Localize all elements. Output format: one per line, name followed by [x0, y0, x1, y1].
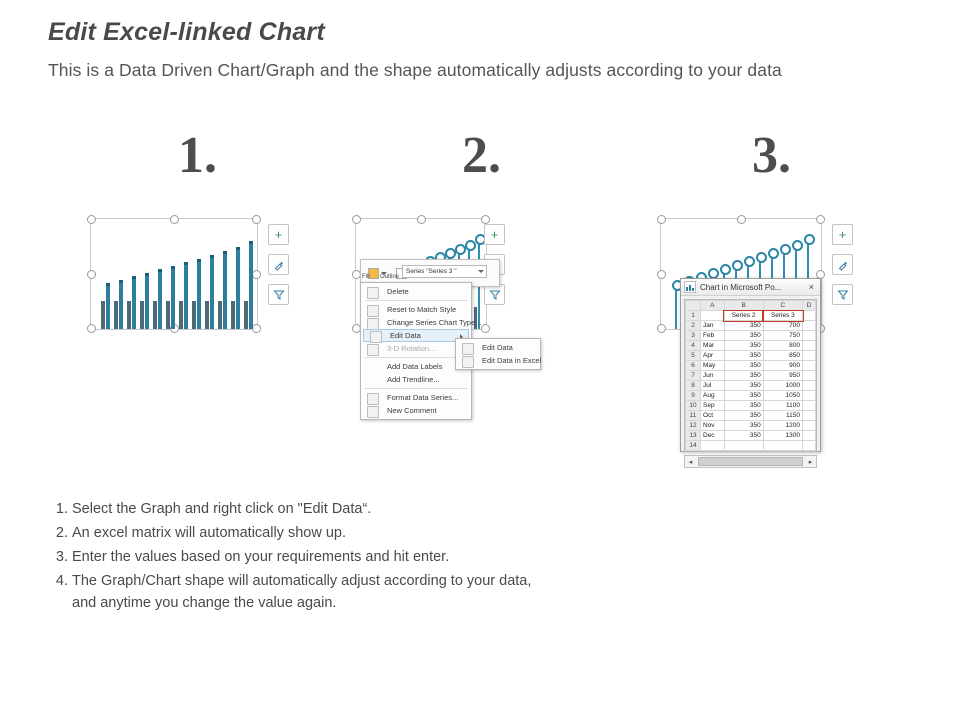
row-header[interactable]: 9 — [686, 391, 701, 401]
table-row[interactable] — [686, 341, 816, 351]
cell-month[interactable]: Jul — [701, 381, 725, 391]
excel-icon — [462, 356, 474, 368]
table-row[interactable] — [686, 411, 816, 421]
bar-series2 — [153, 301, 157, 329]
cell-d[interactable] — [803, 361, 816, 371]
scrollbar-thumb[interactable] — [698, 457, 803, 466]
bar-series3 — [158, 269, 162, 329]
row-header[interactable]: 2 — [686, 321, 701, 331]
column-header-d[interactable]: D — [803, 301, 816, 311]
table-row[interactable] — [686, 381, 816, 391]
row-header[interactable]: 14 — [686, 441, 701, 451]
table-row[interactable] — [686, 371, 816, 381]
row-header[interactable]: 13 — [686, 431, 701, 441]
menu-item-reset-to-match-style[interactable] — [361, 303, 471, 316]
bar-series2 — [244, 301, 248, 329]
step1-chart-side-buttons — [268, 224, 287, 314]
table-row[interactable] — [686, 321, 816, 331]
row-header[interactable]: 4 — [686, 341, 701, 351]
cell-series2[interactable] — [724, 441, 763, 451]
fill-label: Fill — [362, 274, 370, 280]
funnel-icon — [489, 289, 501, 301]
edit-data-submenu[interactable] — [455, 338, 541, 370]
chart-elements-add-button[interactable] — [832, 224, 853, 245]
cell-month[interactable]: Jun — [701, 371, 725, 381]
close-icon[interactable]: × — [808, 281, 814, 292]
delete-icon — [367, 287, 379, 299]
row-header[interactable]: 11 — [686, 411, 701, 421]
cell-series3[interactable]: 900 — [763, 361, 802, 371]
excel-grid[interactable] — [684, 299, 817, 452]
table-row[interactable] — [686, 311, 816, 321]
cell-series2[interactable]: 350 — [724, 361, 763, 371]
cell-d[interactable] — [803, 421, 816, 431]
rotation-icon — [367, 344, 379, 356]
bar-series3 — [171, 266, 175, 329]
cell-d[interactable] — [803, 341, 816, 351]
cell-series3[interactable]: 1200 — [763, 421, 802, 431]
cell-series2[interactable]: 350 — [724, 381, 763, 391]
table-row[interactable] — [686, 391, 816, 401]
bar-series3 — [132, 276, 136, 329]
cell-series2[interactable]: 350 — [724, 421, 763, 431]
chart-elements-add-button[interactable] — [268, 224, 289, 245]
menu-item-label: Add Data Labels — [387, 362, 443, 371]
column-header-row — [686, 301, 816, 311]
bar-series2 — [140, 301, 144, 329]
submenu-item-label: Edit Data in Excel — [482, 356, 542, 365]
step-number-1: 1. — [178, 127, 217, 184]
step-number-2: 2. — [462, 127, 501, 184]
menu-item-format-data-series[interactable] — [361, 391, 471, 404]
bar-series2 — [166, 301, 170, 329]
series-selector-value: Series "Series 3 " — [406, 268, 457, 275]
cell-month[interactable] — [701, 441, 725, 451]
bar-series2 — [127, 301, 131, 329]
submenu-item-edit-data[interactable] — [456, 341, 540, 354]
instruction-item: 3. Enter the values based on your requirements and hit enter. — [72, 548, 531, 566]
menu-item-label: Edit Data — [390, 331, 421, 340]
cell-d[interactable] — [803, 331, 816, 341]
bar-series2 — [114, 301, 118, 329]
page-title: Edit Excel-linked Chart — [48, 18, 325, 46]
bar-series3 — [236, 247, 240, 329]
cell-series2[interactable]: 350 — [724, 411, 763, 421]
menu-item-add-trendline[interactable] — [361, 373, 471, 386]
table-row[interactable] — [686, 351, 816, 361]
cell-d[interactable] — [803, 381, 816, 391]
cell-a1[interactable] — [701, 311, 725, 321]
cell-series2[interactable]: 350 — [724, 321, 763, 331]
instruction-item: 2. An excel matrix will automatically show up. — [72, 524, 531, 542]
menu-item-label: Delete — [387, 287, 409, 296]
bar-series2 — [101, 301, 105, 329]
outline-label: Outline — [380, 274, 400, 280]
menu-item-label: Change Series Chart Type... — [387, 318, 482, 327]
submenu-item-edit-data-in-excel[interactable] — [456, 354, 540, 367]
page-subtitle: This is a Data Driven Chart/Graph and the shape automatically adjusts according to your data — [48, 60, 782, 80]
instruction-item: 1. Select the Graph and right click on "Edit Data“. — [72, 500, 531, 518]
column-header-b[interactable]: B — [724, 301, 763, 311]
menu-separator — [365, 357, 467, 358]
bar-series2 — [231, 301, 235, 329]
bar-series2 — [192, 301, 196, 329]
bar-series3 — [145, 273, 149, 329]
menu-separator — [365, 300, 467, 301]
cell-d1[interactable] — [803, 311, 816, 321]
funnel-icon — [837, 289, 849, 301]
brush-icon — [273, 259, 285, 271]
menu-item-label: Format Data Series... — [387, 393, 459, 402]
step3-chart-side-buttons — [832, 224, 851, 314]
cell-series2[interactable]: 350 — [724, 371, 763, 381]
corner-cell[interactable] — [686, 301, 701, 311]
bar-series3 — [223, 251, 227, 329]
cell-series3[interactable]: 1300 — [763, 431, 802, 441]
cell-month[interactable]: May — [701, 361, 725, 371]
chart-icon — [684, 281, 696, 293]
excel-sheet-table[interactable] — [685, 300, 816, 451]
cell-d[interactable] — [803, 351, 816, 361]
cell-series2[interactable]: 350 — [724, 351, 763, 361]
table-row[interactable] — [686, 401, 816, 411]
bar-series3 — [249, 241, 253, 329]
table-row[interactable] — [686, 431, 816, 441]
column-header-a[interactable]: A — [701, 301, 725, 311]
submenu-item-label: Edit Data — [482, 343, 513, 352]
menu-item-delete[interactable] — [361, 285, 471, 298]
cell-series2[interactable]: 350 — [724, 331, 763, 341]
row-header[interactable]: 5 — [686, 351, 701, 361]
cell-month[interactable]: Feb — [701, 331, 725, 341]
excel-datasheet-window[interactable] — [680, 278, 821, 466]
row-header[interactable]: 10 — [686, 401, 701, 411]
bar-series3 — [210, 255, 214, 329]
instruction-item-continuation: and anytime you change the value again. — [72, 594, 337, 611]
menu-item-label: Add Trendline... — [387, 375, 440, 384]
bar-series3 — [119, 280, 123, 329]
cell-month[interactable]: Apr — [701, 351, 725, 361]
bar-series3 — [197, 259, 201, 329]
brush-icon — [837, 259, 849, 271]
row-header[interactable]: 7 — [686, 371, 701, 381]
cell-month[interactable]: Mar — [701, 341, 725, 351]
cell-series3[interactable]: 950 — [763, 371, 802, 381]
bar-series3 — [184, 262, 188, 329]
cell-series2[interactable]: 350 — [724, 401, 763, 411]
bar-series2 — [218, 301, 222, 329]
cell-d[interactable] — [803, 411, 816, 421]
series-selector-combobox[interactable] — [402, 265, 487, 278]
scroll-right-button[interactable]: ▸ — [808, 458, 813, 466]
menu-item-edit-data[interactable] — [363, 329, 469, 342]
column-header-c[interactable]: C — [763, 301, 802, 311]
comment-icon — [367, 406, 379, 418]
cell-b1[interactable]: Series 2 — [724, 311, 763, 321]
table-row[interactable] — [686, 331, 816, 341]
row-header[interactable]: 3 — [686, 331, 701, 341]
excel-window-title: Chart in Microsoft Po... — [700, 282, 782, 292]
instruction-item: 4. The Graph/Chart shape will automatically adjust according to your data, — [72, 572, 531, 590]
chart-styles-button[interactable] — [832, 254, 853, 275]
excel-window-body — [681, 296, 820, 471]
instructions-ordered-list — [48, 500, 531, 591]
cell-series3[interactable] — [763, 441, 802, 451]
menu-item-change-series-chart-type[interactable] — [361, 316, 482, 329]
cell-series2[interactable]: 350 — [724, 391, 763, 401]
cell-series3[interactable]: 1150 — [763, 411, 802, 421]
step1-chart-frame[interactable] — [90, 218, 258, 330]
cell-d[interactable] — [803, 371, 816, 381]
table-row[interactable] — [686, 361, 816, 371]
cell-d[interactable] — [803, 401, 816, 411]
scroll-left-button[interactable]: ◂ — [688, 458, 693, 466]
cell-series3[interactable]: 1100 — [763, 401, 802, 411]
chart-styles-button[interactable] — [268, 254, 289, 275]
plus-icon: + — [274, 227, 283, 242]
chart-elements-add-button[interactable] — [484, 224, 505, 245]
cell-series3[interactable]: 850 — [763, 351, 802, 361]
bar-series2 — [205, 301, 209, 329]
menu-item-label: 3-D Rotation... — [387, 344, 436, 353]
cell-month[interactable]: Oct — [701, 411, 725, 421]
row-header[interactable]: 1 — [686, 311, 701, 321]
instructions-list — [48, 500, 531, 611]
excel-window-titlebar[interactable] — [681, 279, 820, 296]
table-row[interactable] — [686, 421, 816, 431]
cell-c1[interactable]: Series 3 — [763, 311, 802, 321]
cell-series3[interactable]: 1050 — [763, 391, 802, 401]
cell-series2[interactable]: 350 — [724, 431, 763, 441]
cell-month[interactable]: Sep — [701, 401, 725, 411]
step1-bars — [91, 219, 257, 329]
chart-filters-button[interactable] — [484, 284, 505, 305]
funnel-icon — [273, 289, 285, 301]
row-header[interactable]: 8 — [686, 381, 701, 391]
cell-month[interactable]: Aug — [701, 391, 725, 401]
cell-d[interactable] — [803, 441, 816, 451]
step-number-3: 3. — [752, 127, 791, 184]
menu-item-new-comment[interactable] — [361, 404, 471, 417]
chart-filters-button[interactable] — [832, 284, 853, 305]
chevron-down-icon — [478, 270, 484, 273]
chart-filters-button[interactable] — [268, 284, 289, 305]
cell-series3[interactable]: 800 — [763, 341, 802, 351]
table-row[interactable] — [686, 441, 816, 451]
cell-d[interactable] — [803, 321, 816, 331]
plus-icon: + — [838, 227, 847, 242]
plus-icon: + — [490, 227, 499, 242]
cell-d[interactable] — [803, 391, 816, 401]
menu-separator — [365, 388, 467, 389]
cell-series3[interactable]: 700 — [763, 321, 802, 331]
cell-month[interactable]: Dec — [701, 431, 725, 441]
cell-month[interactable]: Jan — [701, 321, 725, 331]
menu-item-label: Reset to Match Style — [387, 305, 457, 314]
row-header[interactable]: 6 — [686, 361, 701, 371]
row-header[interactable]: 12 — [686, 421, 701, 431]
horizontal-scrollbar[interactable] — [684, 455, 817, 468]
bar-series2 — [179, 301, 183, 329]
cell-d[interactable] — [803, 431, 816, 441]
cell-series3[interactable]: 750 — [763, 331, 802, 341]
cell-series2[interactable]: 350 — [724, 341, 763, 351]
cell-series3[interactable]: 1000 — [763, 381, 802, 391]
bar-series3 — [106, 283, 110, 329]
menu-item-label: New Comment — [387, 406, 437, 415]
cell-month[interactable]: Nov — [701, 421, 725, 431]
